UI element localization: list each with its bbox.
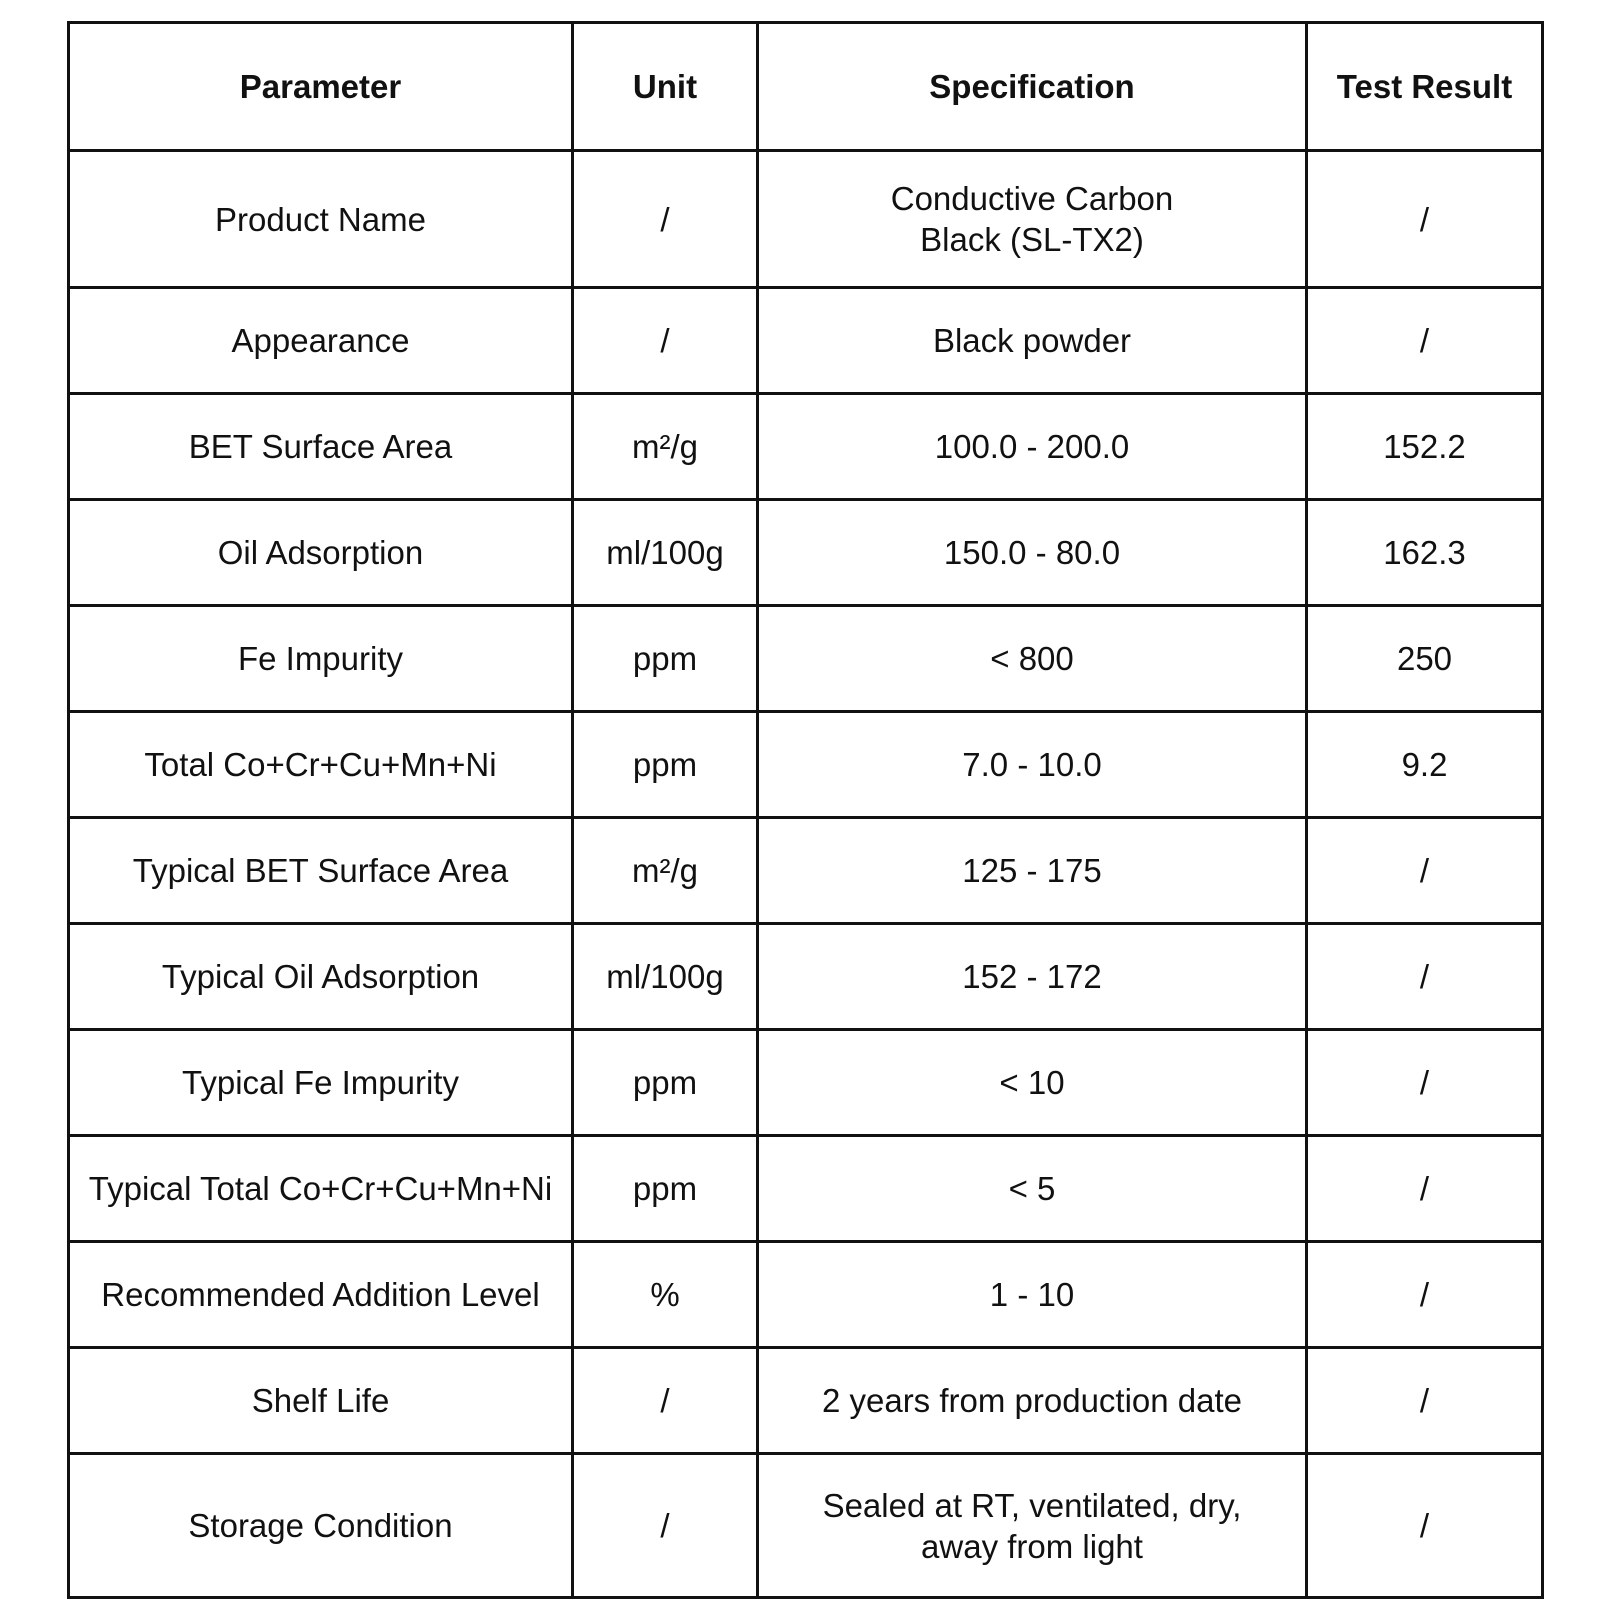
table-header xyxy=(69,23,1543,151)
cell-result: 152.2 xyxy=(1307,394,1543,500)
table-row xyxy=(69,394,1543,500)
cell-specification: Conductive Carbon Black (SL-TX2) xyxy=(758,151,1307,288)
table-row xyxy=(69,288,1543,394)
cell-unit: ml/100g xyxy=(573,924,758,1030)
cell-unit: ppm xyxy=(573,606,758,712)
cell-result: / xyxy=(1307,151,1543,288)
cell-parameter: Recommended Addition Level xyxy=(69,1242,573,1348)
spec-table xyxy=(67,21,1544,1599)
cell-result: / xyxy=(1307,288,1543,394)
cell-unit: ml/100g xyxy=(573,500,758,606)
cell-parameter: Fe Impurity xyxy=(69,606,573,712)
cell-result: / xyxy=(1307,818,1543,924)
header-unit: Unit xyxy=(573,23,758,151)
cell-specification: 152 - 172 xyxy=(758,924,1307,1030)
cell-specification: 125 - 175 xyxy=(758,818,1307,924)
cell-parameter: Shelf Life xyxy=(69,1348,573,1454)
header-specification: Specification xyxy=(758,23,1307,151)
cell-unit: / xyxy=(573,1348,758,1454)
cell-parameter: BET Surface Area xyxy=(69,394,573,500)
cell-result: / xyxy=(1307,1454,1543,1598)
cell-result: / xyxy=(1307,1136,1543,1242)
cell-specification: Sealed at RT, ventilated, dry, away from light xyxy=(758,1454,1307,1598)
cell-specification: 7.0 - 10.0 xyxy=(758,712,1307,818)
table-row xyxy=(69,606,1543,712)
cell-parameter: Typical Fe Impurity xyxy=(69,1030,573,1136)
table-row xyxy=(69,500,1543,606)
cell-specification: < 5 xyxy=(758,1136,1307,1242)
cell-result: / xyxy=(1307,1348,1543,1454)
table-row xyxy=(69,1136,1543,1242)
cell-result: 9.2 xyxy=(1307,712,1543,818)
table-row xyxy=(69,1242,1543,1348)
cell-unit: / xyxy=(573,151,758,288)
cell-unit: m²/g xyxy=(573,394,758,500)
cell-result: / xyxy=(1307,924,1543,1030)
cell-unit: / xyxy=(573,288,758,394)
cell-result: / xyxy=(1307,1030,1543,1136)
cell-specification: 150.0 - 80.0 xyxy=(758,500,1307,606)
cell-parameter: Typical BET Surface Area xyxy=(69,818,573,924)
cell-parameter: Appearance xyxy=(69,288,573,394)
cell-unit: ppm xyxy=(573,712,758,818)
cell-parameter: Oil Adsorption xyxy=(69,500,573,606)
cell-unit: / xyxy=(573,1454,758,1598)
header-row xyxy=(69,23,1543,151)
table-row xyxy=(69,1454,1543,1598)
header-parameter: Parameter xyxy=(69,23,573,151)
cell-unit: ppm xyxy=(573,1030,758,1136)
table-row xyxy=(69,151,1543,288)
cell-result: 162.3 xyxy=(1307,500,1543,606)
cell-specification: 1 - 10 xyxy=(758,1242,1307,1348)
table-row xyxy=(69,712,1543,818)
cell-result: 250 xyxy=(1307,606,1543,712)
table-row xyxy=(69,924,1543,1030)
cell-unit: % xyxy=(573,1242,758,1348)
table-body xyxy=(69,151,1543,1598)
cell-specification: 2 years from production date xyxy=(758,1348,1307,1454)
cell-parameter: Storage Condition xyxy=(69,1454,573,1598)
cell-parameter: Typical Total Co+Cr+Cu+Mn+Ni xyxy=(69,1136,573,1242)
cell-unit: m²/g xyxy=(573,818,758,924)
table-row xyxy=(69,1030,1543,1136)
table-row xyxy=(69,1348,1543,1454)
cell-specification: Black powder xyxy=(758,288,1307,394)
cell-parameter: Total Co+Cr+Cu+Mn+Ni xyxy=(69,712,573,818)
cell-unit: ppm xyxy=(573,1136,758,1242)
cell-result: / xyxy=(1307,1242,1543,1348)
table-row xyxy=(69,818,1543,924)
cell-specification: 100.0 - 200.0 xyxy=(758,394,1307,500)
cell-specification: < 10 xyxy=(758,1030,1307,1136)
header-test-result: Test Result xyxy=(1307,23,1543,151)
cell-parameter: Product Name xyxy=(69,151,573,288)
cell-specification: < 800 xyxy=(758,606,1307,712)
cell-parameter: Typical Oil Adsorption xyxy=(69,924,573,1030)
